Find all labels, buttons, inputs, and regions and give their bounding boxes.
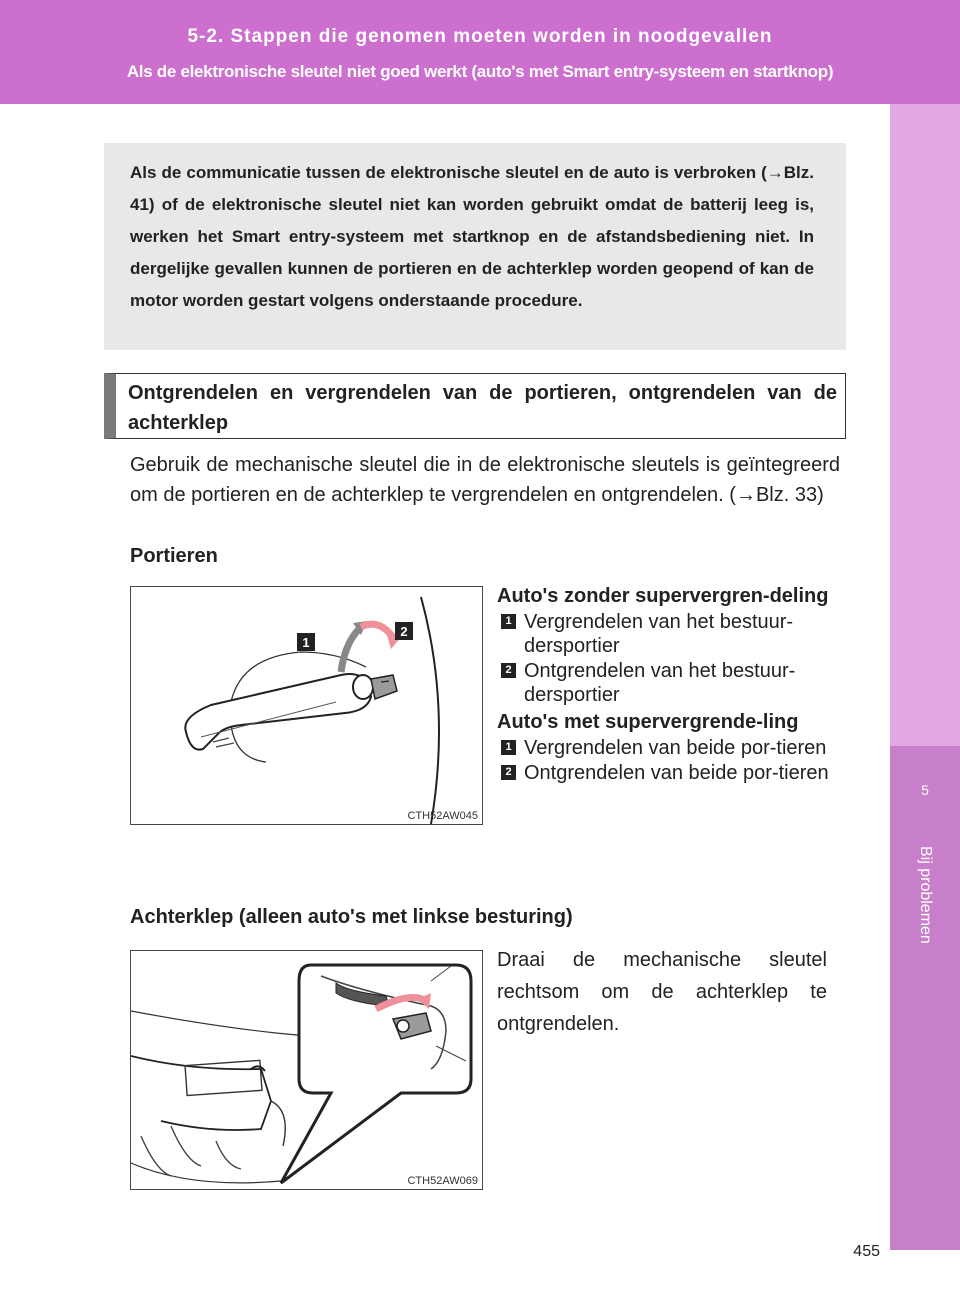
- side-tab-strip: [890, 104, 960, 746]
- svg-text:2: 2: [400, 624, 408, 639]
- figure-code: CTH52AW045: [407, 810, 478, 822]
- figure-code: CTH52AW069: [407, 1175, 478, 1187]
- step-badge-1: 1: [501, 740, 516, 755]
- door-handle-figure: [130, 586, 483, 825]
- step-badge-2: 2: [501, 765, 516, 780]
- section-title: 5-2. Stappen die genomen moeten worden in noodgevallen: [187, 26, 773, 47]
- trunk-instruction-text: Draai de mechanische sleutel rechtsom om de achterklep te ontgrendelen.: [497, 949, 827, 1035]
- doors-heading: Portieren: [130, 545, 218, 567]
- chapter-tab: [890, 746, 960, 1250]
- door-handle-illustration: [131, 587, 482, 824]
- legend-item: [497, 736, 841, 760]
- page-number: 455: [853, 1243, 880, 1260]
- legend-item-text: Ontgrendelen van beide por-tieren: [524, 762, 829, 784]
- chapter-number: 5: [921, 782, 929, 798]
- legend-item-text: Vergrendelen van beide por-tieren: [524, 737, 827, 759]
- trunk-heading: Achterklep (alleen auto's met linkse besturing): [130, 906, 573, 928]
- section-heading: [104, 373, 846, 439]
- legend-item-text: Vergrendelen van het bestuur-dersportier: [524, 611, 794, 657]
- section-heading-text: Ontgrendelen en vergrendelen van de portieren, ontgrendelen van de achterklep: [128, 382, 837, 434]
- section-body-text: Gebruik de mechanische sleutel die in de elektronische sleutels is geïntegreerd om de portieren en de achterklep te vergrendelen en ontgrendelen. (→Blz. 33): [130, 454, 840, 506]
- step-badge-1: 1: [501, 614, 516, 629]
- svg-text:1: 1: [302, 635, 310, 650]
- legend-title-without-superlock: Auto's zonder supervergren-deling: [497, 585, 829, 607]
- trunk-illustration: [131, 951, 482, 1189]
- chapter-label: Bij problemen: [917, 846, 934, 944]
- page-header: [0, 0, 960, 104]
- legend-item-text: Ontgrendelen van het bestuur-dersportier: [524, 660, 796, 706]
- trunk-figure: [130, 950, 483, 1190]
- legend-item: [497, 659, 841, 707]
- section-subtitle: Als de elektronische sleutel niet goed werkt (auto's met Smart entry-systeem en startknop): [126, 62, 834, 81]
- legend-item: [497, 610, 841, 658]
- legend-item: [497, 761, 841, 785]
- doors-legend: [497, 583, 841, 785]
- legend-title-with-superlock: Auto's met supervergrende-ling: [497, 711, 799, 733]
- intro-text: Als de communicatie tussen de elektronische sleutel en de auto is verbroken (→Blz. 41) of de elektronische sleutel niet kan worden gebruikt omdat de batterij leeg is, werken het Smart entry-systeem met startknop en de afstandsbediening niet. In dergelijke gevallen kunnen de portieren en de achterklep worden geopend of kan de motor worden gestart volgens onderstaande procedure.: [130, 163, 814, 310]
- intro-box: [104, 143, 846, 350]
- step-badge-2: 2: [501, 663, 516, 678]
